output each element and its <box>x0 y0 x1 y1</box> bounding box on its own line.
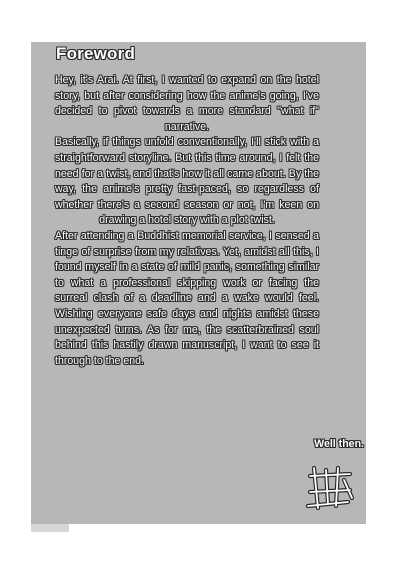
signoff: Well then. <box>314 438 364 450</box>
paragraph-1: Hey, it's Arai. At first, I wanted to expand on the hotel story, but after considering how the anime's going, I've decided to pivot towards a more standard "what if" narrative. <box>55 74 319 133</box>
signature-stamp <box>304 462 356 514</box>
foreword-body <box>55 73 319 369</box>
paragraph-3: After attending a Buddhist memorial service, I sensed a tinge of surprise from my relatives. Yet, amidst all this, I found myself in a state of mild panic, something similar to what a professional skipping work or facing the surreal clash of a deadline and a wake would feel. Wishing everyone safe days and nights amidst these unexpected turns. As for me, the scatterbrained soul behind this hastily drawn manuscript, I want to see it through to the end. <box>55 229 319 367</box>
paragraph-2: Basically, if things unfold conventionally, I'll stick with a straightforward storyline. But this time around, I felt the need for a twist, and that's how it all came about. By the way, the anime's pretty fast-paced, so regardless of whether there's a second season or not, I'm keen on drawing a hotel story with a plot twist. <box>55 136 319 227</box>
foreword-title: Foreword <box>56 44 136 63</box>
page-tab <box>31 524 69 532</box>
